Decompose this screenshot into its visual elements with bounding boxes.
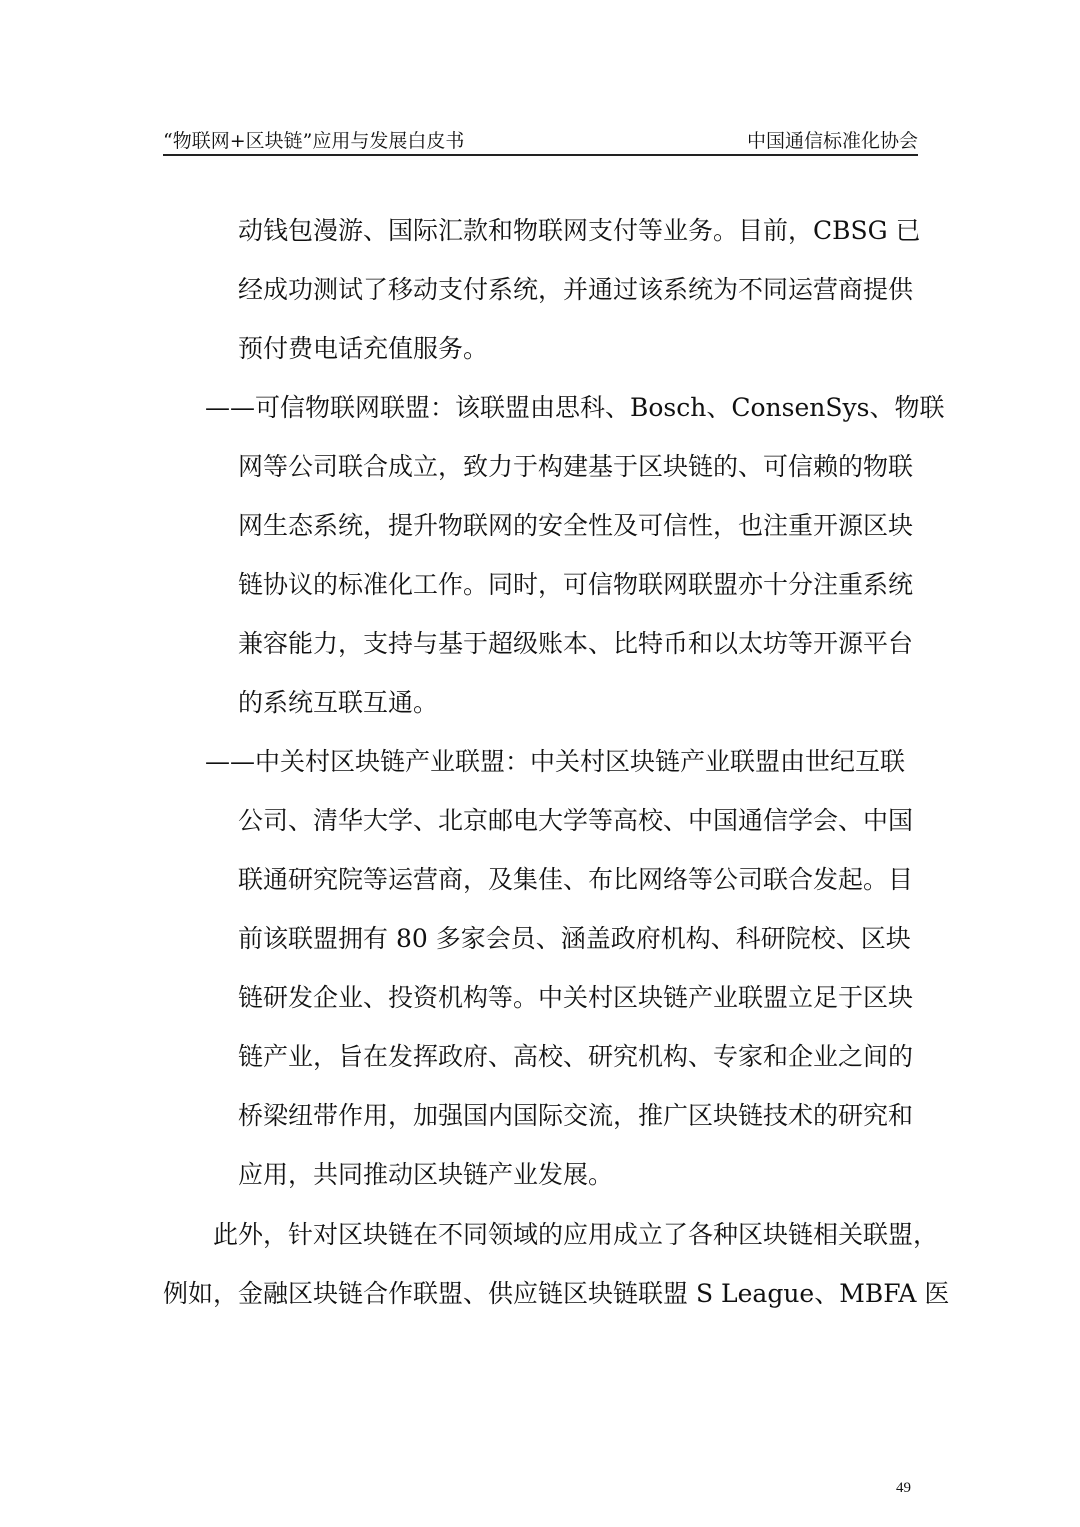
page-header — [163, 124, 918, 156]
page-number: 49 — [896, 1480, 911, 1496]
header-organization: 中国通信标准化协会 — [746, 130, 918, 152]
text-line: 经成功测试了移动支付系统，并通过该系统为不同运营商提供 — [238, 275, 914, 304]
text-line: 例如，金融区块链合作联盟、供应链区块链联盟 S League、MBFA 医 — [163, 1279, 950, 1308]
text-line: ——中关村区块链产业联盟：中关村区块链产业联盟由世纪互联 — [205, 747, 906, 776]
text-line: 的系统互联互通。 — [238, 688, 439, 717]
text-line: 桥梁纽带作用，加强国内国际交流，推广区块链技术的研究和 — [238, 1101, 914, 1130]
header-document-title: “物联网+区块链”应用与发展白皮书 — [163, 130, 465, 152]
text-line: 网生态系统，提升物联网的安全性及可信性，也注重开源区块 — [238, 511, 914, 540]
text-line: 公司、清华大学、北京邮电大学等高校、中国通信学会、中国 — [238, 806, 914, 835]
text-line: 应用，共同推动区块链产业发展。 — [238, 1160, 614, 1189]
text-line: 网等公司联合成立，致力于构建基于区块链的、可信赖的物联 — [238, 452, 914, 481]
text-line: 链协议的标准化工作。同时，可信物联网联盟亦十分注重系统 — [238, 570, 914, 599]
text-line: 兼容能力，支持与基于超级账本、比特币和以太坊等开源平台 — [238, 629, 914, 658]
text-line: 预付费电话充值服务。 — [238, 334, 489, 363]
text-line: ——可信物联网联盟：该联盟由思科、Bosch、ConsenSys、物联 — [205, 393, 945, 422]
text-line: 链产业，旨在发挥政府、高校、研究机构、专家和企业之间的 — [238, 1042, 914, 1071]
text-line: 动钱包漫游、国际汇款和物联网支付等业务。目前，CBSG 已 — [238, 216, 921, 245]
text-line: 前该联盟拥有 80 多家会员、涵盖政府机构、科研院校、区块 — [238, 924, 911, 953]
text-line: 此外，针对区块链在不同领域的应用成立了各种区块链相关联盟， — [213, 1220, 939, 1249]
text-line: 联通研究院等运营商，及集佳、布比网络等公司联合发起。目 — [238, 865, 914, 894]
text-line: 链研发企业、投资机构等。中关村区块链产业联盟立足于区块 — [238, 983, 914, 1012]
